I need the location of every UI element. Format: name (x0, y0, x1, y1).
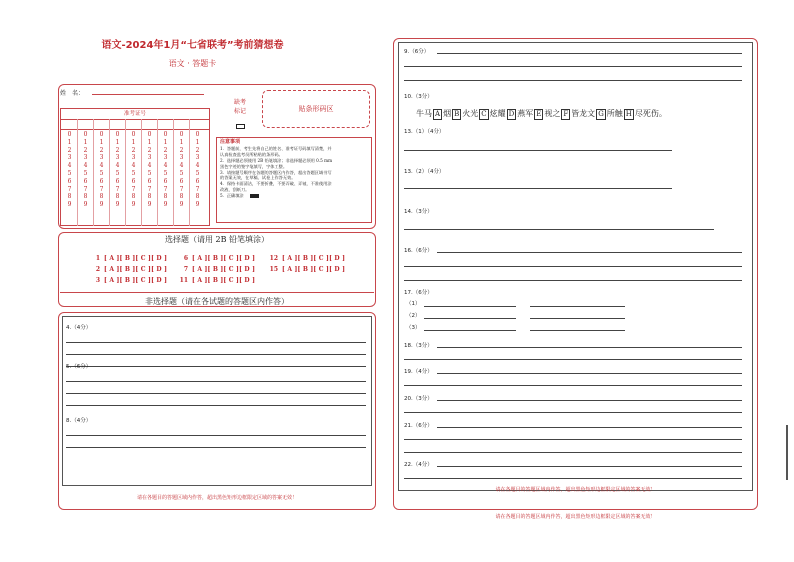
q10-break-box[interactable]: C (481, 110, 487, 118)
q10-text-segment: 皆龙文 (571, 109, 596, 118)
exam-digit-bubble[interactable]: 4 (99, 162, 104, 170)
choice-item[interactable] (88, 255, 167, 262)
exam-digit-bubble[interactable]: 2 (179, 146, 184, 154)
exam-digit-bubble[interactable]: 6 (179, 177, 184, 185)
exam-digit-bubble[interactable]: 7 (163, 185, 168, 193)
choice-options[interactable]: [ A ][ B ][ C ][ D ] (104, 255, 168, 262)
answer-line[interactable] (66, 405, 366, 406)
answer-line[interactable] (66, 366, 366, 367)
q10-break-box[interactable]: B (454, 110, 460, 118)
choice-item[interactable] (266, 255, 345, 262)
notes-line: 3．请按题号顺序在各题的答题区内作答，超出答题区域书写 (220, 169, 332, 175)
q10-text-segment: 所触 (606, 109, 623, 118)
exam-digit-bubble[interactable]: 4 (179, 162, 184, 170)
exam-digit-bubble[interactable]: 9 (99, 201, 104, 209)
exam-digit-bubble[interactable]: 6 (115, 177, 120, 185)
q10-text-segment: 视之 (544, 109, 561, 118)
answer-line[interactable] (404, 359, 742, 360)
exam-digit-bubble[interactable]: 5 (83, 169, 88, 177)
answer-line[interactable] (437, 427, 742, 428)
q10-break-box[interactable]: E (536, 110, 542, 118)
edge-mark (786, 425, 788, 480)
exam-digit-bubble[interactable]: 0 (163, 131, 168, 138)
column-divider (125, 119, 126, 226)
exam-digit-column[interactable] (142, 131, 157, 209)
exam-digit-bubble[interactable]: 2 (147, 146, 152, 154)
choice-options[interactable]: [ A ][ B ][ C ][ D ] (104, 266, 168, 273)
exam-digit-bubble[interactable]: 8 (131, 193, 136, 201)
exam-digit-bubble[interactable]: 2 (131, 146, 136, 154)
exam-digit-bubble[interactable]: 3 (131, 154, 136, 162)
exam-digit-bubble[interactable]: 1 (67, 138, 72, 146)
exam-digit-bubble[interactable]: 6 (99, 177, 104, 185)
exam-digit-bubble[interactable]: 1 (179, 138, 184, 146)
exam-digit-bubble[interactable]: 0 (147, 131, 152, 138)
answer-line[interactable] (404, 452, 742, 453)
exam-digit-bubble[interactable]: 5 (115, 169, 120, 177)
choice-number: 7 (183, 266, 188, 273)
absence-mark-box[interactable] (236, 124, 245, 129)
q10-break-box[interactable]: F (563, 110, 569, 118)
column-divider (77, 119, 78, 226)
exam-digit-bubble[interactable]: 1 (131, 138, 136, 146)
q17-sub-label: （3） (406, 325, 421, 331)
exam-digit-bubble[interactable]: 0 (131, 131, 136, 138)
exam-digit-column[interactable] (126, 131, 141, 209)
answer-line[interactable] (404, 412, 742, 413)
exam-digit-bubble[interactable]: 5 (195, 169, 200, 177)
notes-line: 4．保持卡面清洁，不要折叠，不要弄破、弄皱，不准使用涂 (220, 181, 332, 187)
choice-number: 15 (269, 266, 278, 273)
answer-line[interactable] (437, 252, 742, 253)
exam-digit-bubble[interactable]: 4 (147, 162, 152, 170)
name-label: 姓 名： (60, 90, 85, 97)
answer-line[interactable] (424, 330, 516, 331)
answer-line[interactable] (66, 342, 366, 343)
q17-sub-label: （1） (406, 301, 421, 307)
answer-line[interactable] (66, 435, 366, 436)
exam-digit-bubble[interactable]: 6 (147, 177, 152, 185)
column-divider (173, 119, 174, 226)
exam-digit-bubble[interactable]: 8 (179, 193, 184, 201)
exam-digit-bubble[interactable]: 7 (131, 185, 136, 193)
notes-example (220, 193, 368, 199)
left-warning: 请在各题目的答题区域内作答，超出黑色矩形边框限定区域的答案无效！ (136, 495, 297, 501)
choice-number: 2 (95, 266, 100, 273)
exam-digit-bubble[interactable]: 2 (115, 146, 120, 154)
choice-options[interactable]: [ A ][ B ][ C ][ D ] (192, 266, 256, 273)
exam-digit-bubble[interactable]: 6 (67, 177, 72, 185)
exam-digit-bubble[interactable]: 6 (131, 177, 136, 185)
exam-digit-bubble[interactable]: 0 (195, 131, 200, 138)
exam-digit-bubble[interactable]: 3 (83, 154, 88, 162)
exam-digit-bubble[interactable]: 0 (99, 131, 104, 138)
question-label: 17.（6分） (404, 290, 433, 296)
exam-digit-bubble[interactable]: 1 (147, 138, 152, 146)
exam-digit-bubble[interactable]: 7 (179, 185, 184, 193)
choice-number: 6 (183, 255, 188, 262)
q10-text-segment: 炫耀 (489, 109, 506, 118)
q10-break-box[interactable]: G (598, 110, 604, 118)
exam-digit-bubble[interactable]: 8 (163, 193, 168, 201)
exam-digit-bubble[interactable]: 4 (163, 162, 168, 170)
notes-line: 2．选择题必须使用 2B 铅笔填涂；非选择题必须用 0.5 mm (220, 157, 333, 163)
question-label: 4.（4分） (66, 325, 92, 331)
question-label: 5.（6分） (66, 364, 92, 370)
exam-digit-bubble[interactable]: 8 (195, 193, 200, 201)
exam-digit-bubble[interactable]: 3 (115, 154, 120, 162)
answer-line[interactable] (404, 229, 714, 230)
exam-digit-bubble[interactable]: 5 (99, 169, 104, 177)
answer-line[interactable] (66, 354, 366, 355)
notes-line: 黑色字迹的签字笔填写，字体工整。 (220, 163, 288, 169)
exam-digit-bubble[interactable]: 3 (99, 154, 104, 162)
q17-sub-label: （2） (406, 313, 421, 319)
exam-digit-bubble[interactable]: 7 (67, 185, 72, 193)
question-label: 16.（6分） (404, 248, 433, 254)
exam-digit-bubble[interactable]: 8 (99, 193, 104, 201)
exam-digit-bubble[interactable]: 8 (115, 193, 120, 201)
page-title: 语文-2024年1月“七省联考”考前猜想卷 (101, 40, 284, 51)
column-divider (189, 119, 190, 226)
notes-line: 1．答题前，考生先将自己的姓名、准考证号码填写清楚，并 (220, 145, 332, 151)
answer-line[interactable] (404, 478, 742, 479)
exam-digit-bubble[interactable]: 3 (195, 154, 200, 162)
answer-line[interactable] (404, 439, 742, 440)
answer-line[interactable] (437, 400, 742, 401)
question-label: 20.（3分） (404, 396, 433, 402)
divider (60, 119, 210, 120)
exam-digit-bubble[interactable]: 5 (179, 169, 184, 177)
exam-digit-bubble[interactable]: 9 (163, 201, 168, 209)
q10-break-box[interactable]: A (435, 110, 441, 118)
choice-item[interactable] (88, 266, 167, 273)
exam-digit-bubble[interactable]: 5 (147, 169, 152, 177)
exam-digit-bubble[interactable]: 5 (67, 169, 72, 177)
answer-line[interactable] (404, 280, 742, 281)
exam-digit-bubble[interactable]: 3 (147, 154, 152, 162)
exam-digit-bubble[interactable]: 8 (83, 193, 88, 201)
exam-number-label: 准考证号 (123, 111, 146, 117)
exam-digit-bubble[interactable]: 0 (179, 131, 184, 138)
choice-item[interactable] (176, 255, 255, 262)
exam-digit-column[interactable] (190, 131, 205, 209)
q10-text-segment: 烟 (443, 109, 452, 118)
answer-line[interactable] (404, 150, 672, 151)
question-label: 13.（2）（4分） (404, 169, 445, 175)
exam-digit-bubble[interactable]: 8 (147, 193, 152, 201)
answer-line[interactable] (404, 385, 742, 386)
nonchoice-title: 非选择题（请在各试题的答题区内作答） (145, 297, 289, 306)
exam-digit-bubble[interactable]: 9 (67, 201, 72, 209)
right-warning: 请在各题目的答题区域内作答，超出黑色矩形边框限定区域的答案无效！ (495, 487, 656, 493)
choice-number: 11 (179, 277, 188, 284)
choice-options[interactable]: [ A ][ B ][ C ][ D ] (282, 266, 346, 273)
exam-digit-bubble[interactable]: 1 (195, 138, 200, 146)
exam-digit-bubble[interactable]: 0 (67, 131, 72, 138)
notes-example-label: 5．正确填涂 (220, 193, 244, 199)
answer-line[interactable] (437, 373, 742, 374)
question-label: 14.（3分） (404, 209, 433, 215)
notes-line: 认真检查监考员所粘贴的条形码。 (220, 151, 283, 157)
answer-line[interactable] (530, 306, 625, 307)
exam-digit-column[interactable] (110, 131, 125, 209)
notes-line: 改液、刮纸刀。 (220, 187, 250, 193)
exam-digit-bubble[interactable]: 7 (99, 185, 104, 193)
q10-text-segment: 尽死伤。 (634, 109, 667, 118)
exam-digit-bubble[interactable]: 9 (131, 201, 136, 209)
q10-text-segment: 牛马 (416, 109, 432, 118)
barcode-area: 贴条形码区 (262, 90, 370, 128)
exam-digit-bubble[interactable]: 2 (99, 146, 104, 154)
answer-line[interactable] (530, 318, 625, 319)
exam-digit-bubble[interactable]: 3 (67, 154, 72, 162)
answer-line[interactable] (66, 393, 366, 394)
q10-sentence (416, 108, 667, 120)
exam-digit-bubble[interactable]: 9 (83, 201, 88, 209)
answer-line[interactable] (424, 318, 516, 319)
answer-line[interactable] (437, 466, 742, 467)
choice-item[interactable] (176, 277, 255, 284)
answer-line[interactable] (424, 306, 516, 307)
exam-digit-bubble[interactable]: 9 (195, 201, 200, 209)
choice-item[interactable] (88, 277, 167, 284)
choice-number: 12 (269, 255, 278, 262)
exam-digit-bubble[interactable]: 2 (67, 146, 72, 154)
exam-digit-bubble[interactable]: 2 (83, 146, 88, 154)
exam-digit-bubble[interactable]: 6 (83, 177, 88, 185)
exam-digit-bubble[interactable]: 9 (179, 201, 184, 209)
answer-line[interactable] (404, 66, 742, 67)
choice-number: 3 (95, 277, 100, 284)
answer-line[interactable] (404, 266, 742, 267)
question-label: 13.（1）（4分） (404, 129, 445, 135)
exam-digit-bubble[interactable]: 7 (195, 185, 200, 193)
exam-digit-bubble[interactable]: 1 (83, 138, 88, 146)
exam-digit-column[interactable] (78, 131, 93, 209)
exam-digit-bubble[interactable]: 4 (115, 162, 120, 170)
exam-digit-bubble[interactable]: 5 (163, 169, 168, 177)
column-divider (93, 119, 94, 226)
exam-digit-bubble[interactable]: 4 (195, 162, 200, 170)
question-label: 18.（3分） (404, 343, 433, 349)
exam-digit-bubble[interactable]: 9 (115, 201, 120, 209)
notes-box (216, 137, 372, 223)
exam-digit-bubble[interactable]: 5 (131, 169, 136, 177)
choice-options[interactable]: [ A ][ B ][ C ][ D ] (192, 277, 256, 284)
exam-digit-bubble[interactable]: 1 (99, 138, 104, 146)
exam-number-write-row[interactable] (60, 121, 210, 130)
choice-options[interactable]: [ A ][ B ][ C ][ D ] (104, 277, 168, 284)
exam-digit-bubble[interactable]: 2 (163, 146, 168, 154)
column-divider (157, 119, 158, 226)
answer-line[interactable] (404, 80, 742, 81)
exam-digit-bubble[interactable]: 6 (195, 177, 200, 185)
absence-mark-label (228, 98, 252, 116)
question-label: 10.（3分） (404, 94, 433, 100)
exam-digit-bubble[interactable]: 0 (115, 131, 120, 138)
exam-digit-bubble[interactable]: 9 (147, 201, 152, 209)
question-label: 19.（4分） (404, 369, 433, 375)
divider (60, 292, 374, 293)
exam-digit-bubble[interactable]: 7 (83, 185, 88, 193)
exam-digit-column[interactable] (158, 131, 173, 209)
question-label: 22.（4分） (404, 462, 433, 468)
choice-title: 选择题（请用 2B 铅笔填涂） (164, 235, 270, 244)
q10-break-box[interactable]: H (625, 110, 632, 118)
page-subtitle: 语文 · 答题卡 (168, 59, 217, 68)
exam-digit-column[interactable] (62, 131, 77, 209)
choice-options[interactable]: [ A ][ B ][ C ][ D ] (282, 255, 346, 262)
exam-digit-bubble[interactable]: 0 (83, 131, 88, 138)
question-label: 8.（4分） (66, 418, 92, 424)
answer-line[interactable] (530, 330, 625, 331)
absence-mark-text: 缺考 标记 (233, 99, 246, 115)
filled-mark-example (250, 194, 259, 198)
exam-digit-bubble[interactable]: 4 (67, 162, 72, 170)
exam-digit-bubble[interactable]: 3 (163, 154, 168, 162)
column-divider (141, 119, 142, 226)
exam-digit-column[interactable] (94, 131, 109, 209)
question-label: 21.（6分） (404, 423, 433, 429)
notes-title: 注意事项 (220, 139, 241, 145)
q10-break-box[interactable]: D (508, 110, 515, 118)
exam-digit-bubble[interactable]: 1 (163, 138, 168, 146)
choice-item[interactable] (176, 266, 255, 273)
bottom-warning: 请在各题目的答题区域内作答，超出黑色矩形边框限定区域的答案无效！ (495, 514, 656, 520)
exam-digit-bubble[interactable]: 4 (131, 162, 136, 170)
exam-digit-bubble[interactable]: 4 (83, 162, 88, 170)
choice-options[interactable]: [ A ][ B ][ C ][ D ] (192, 255, 256, 262)
exam-digit-bubble[interactable]: 2 (195, 146, 200, 154)
exam-digit-bubble[interactable]: 7 (147, 185, 152, 193)
exam-digit-bubble[interactable]: 7 (115, 185, 120, 193)
answer-line[interactable] (437, 53, 742, 54)
q10-text-segment: 火光 (462, 109, 479, 118)
exam-digit-column[interactable] (174, 131, 189, 209)
answer-line[interactable] (66, 447, 366, 448)
q10-text-segment: 燕军 (517, 109, 534, 118)
answer-line[interactable] (437, 347, 742, 348)
exam-digit-bubble[interactable]: 8 (67, 193, 72, 201)
question-label: 9.（6分） (404, 49, 430, 55)
exam-digit-bubble[interactable]: 3 (179, 154, 184, 162)
notes-line: 的答案无效，在草稿、试卷上作答无效。 (220, 175, 296, 181)
exam-digit-bubble[interactable]: 6 (163, 177, 168, 185)
answer-line[interactable] (66, 381, 366, 382)
answer-line[interactable] (404, 188, 672, 189)
exam-digit-bubble[interactable]: 1 (115, 138, 120, 146)
column-divider (109, 119, 110, 226)
notes-lines (220, 146, 368, 193)
choice-number: 1 (95, 255, 100, 262)
choice-item[interactable] (266, 266, 345, 273)
